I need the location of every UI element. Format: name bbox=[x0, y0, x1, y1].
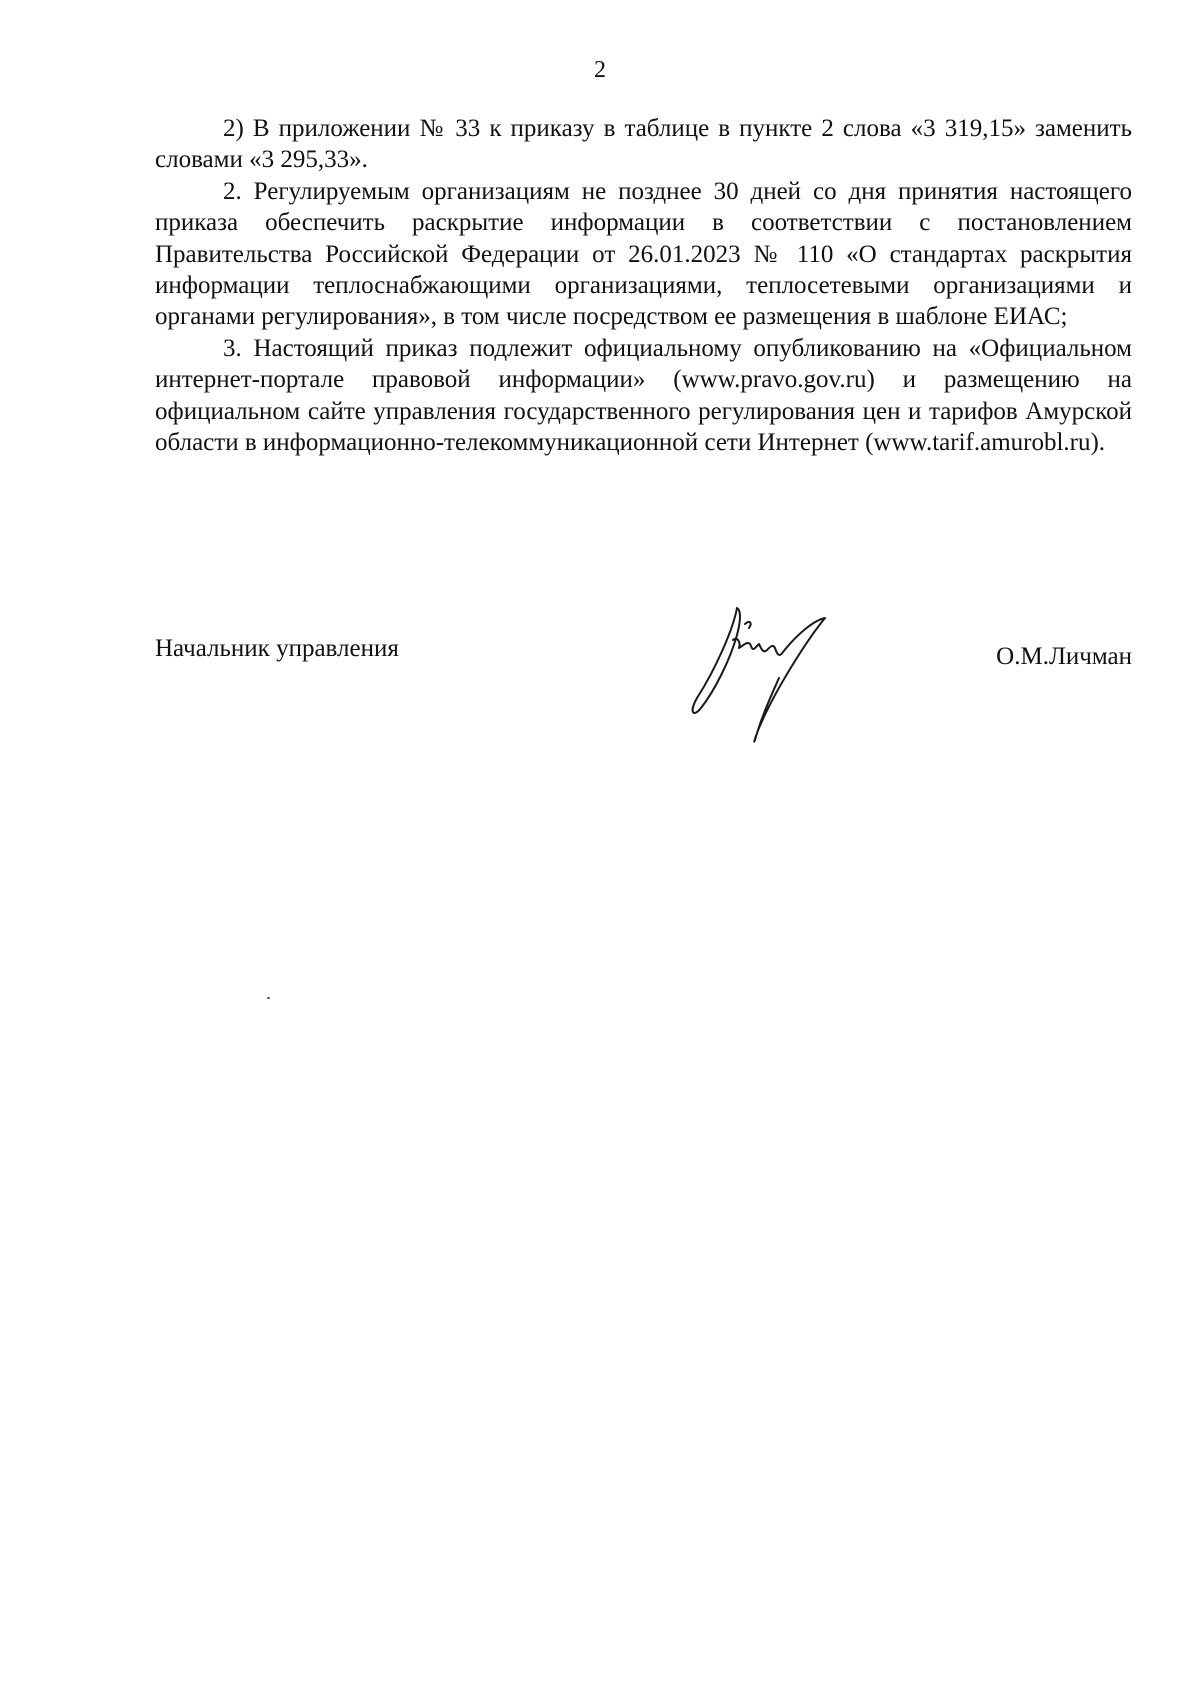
signature-block bbox=[155, 620, 1132, 740]
paragraph-publication: 3. Настоящий приказ подлежит официальному опубликованию на «Официальном интернет-портале правовой информации» (www.pravo.gov.ru) и размещению на официальном сайте управления государственного регулирования цен и тарифов Амурской области в информационно-телекоммуникационной сети Интернет (www.tarif.amurobl.ru). bbox=[155, 334, 1132, 457]
paragraph-disclosure: 2. Регулируемым организациям не позднее 30 дней со дня принятия настоящего приказа обеспечить раскрытие информации в соответствии с постановлением Правительства Российской Федерации от 26.01.2023 № 110 «О стандартах раскрытия информации теплоснабжающими организациями, теплосетевыми организациями и органами регулирования», в том числе посредством ее размещения в шаблоне ЕИАС; bbox=[155, 177, 1132, 331]
page-number: 2 bbox=[594, 57, 606, 83]
signatory-name: О.М.Личман bbox=[996, 643, 1132, 670]
scan-speck bbox=[267, 997, 270, 999]
signatory-title: Начальник управления bbox=[155, 635, 399, 662]
paragraph-amendment: 2) В приложении № 33 к приказу в таблице в пункте 2 слова «3 319,15» заменить словами «3 295,33». bbox=[155, 115, 1132, 174]
document-body bbox=[155, 113, 1132, 458]
handwritten-signature-icon bbox=[675, 600, 855, 750]
